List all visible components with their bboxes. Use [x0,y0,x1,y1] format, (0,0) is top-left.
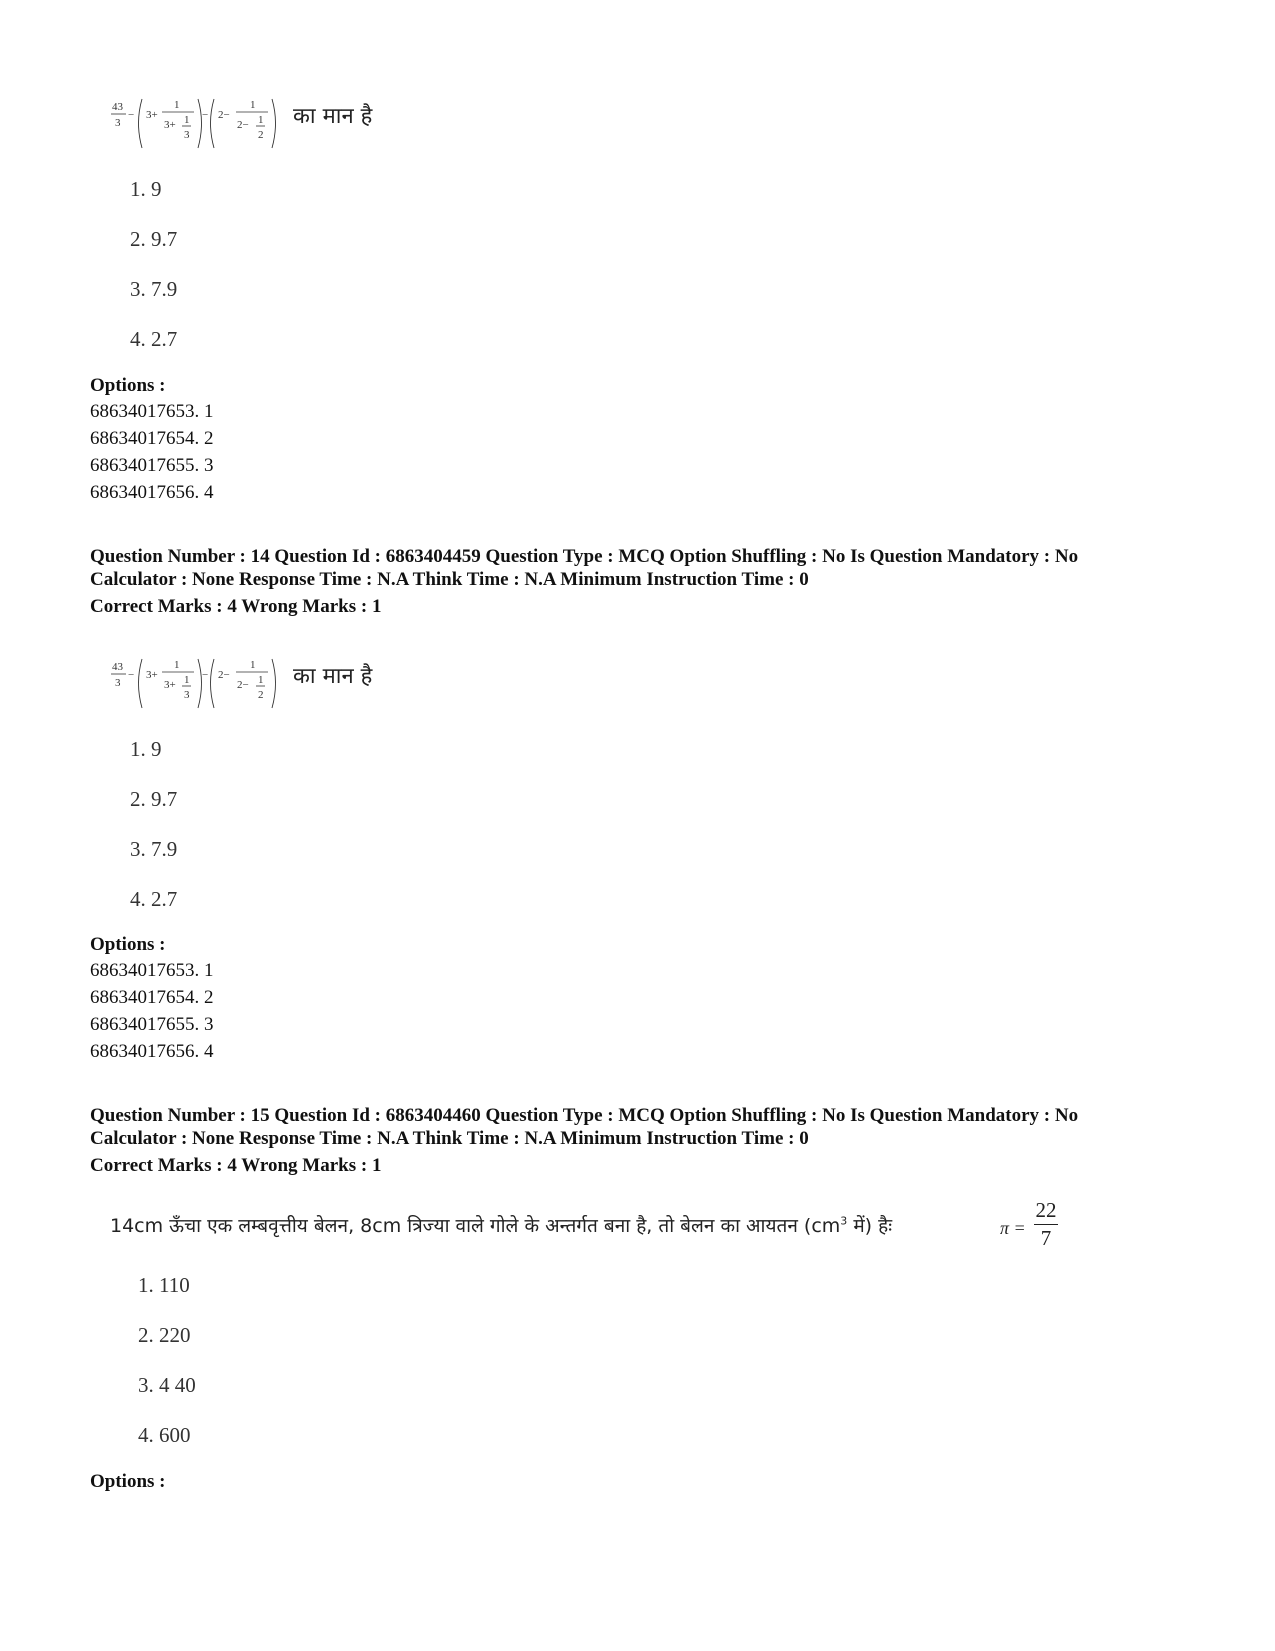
math-expression [110,656,290,714]
math-expression [110,96,290,154]
expr-den: 3 [115,677,121,689]
choice-4: 4. 600 [138,1423,191,1447]
option-id-3: 68634017655. 3 [90,1014,214,1035]
expr-third-num: 1 [184,674,190,686]
expr-one-2: 1 [250,659,256,671]
expr-three-plus: 3+ [164,679,176,691]
expr-minus: − [128,669,135,681]
expr-two-minus: 2− [237,679,249,691]
option-id-4: 68634017656. 4 [90,482,214,503]
expr-one: 1 [174,659,180,671]
option-id-4: 68634017656. 4 [90,1041,214,1062]
question-meta-line1: Question Number : 15 Question Id : 6863404460 Question Type : MCQ Option Shuffling : No Is Question Mandatory : No [90,1105,1079,1126]
question-suffix: का मान है [293,664,373,689]
expr-half-den: 2 [258,689,264,701]
option-id-1: 68634017653. 1 [90,401,214,422]
question-text-tail: में) हैः [847,1215,893,1237]
question-marks: Correct Marks : 4 Wrong Marks : 1 [90,1155,382,1176]
question-text-main: 14cm ऊँचा एक लम्बवृत्तीय बेलन, 8cm त्रिज्या वाले गोले के अन्तर्गत बना है, तो बेलन का आयतन (cm [110,1215,841,1237]
expr-num: 43 [112,661,123,673]
expr-third-num: 1 [184,114,190,126]
question-superscript: 3 [840,1214,848,1228]
choice-1: 1. 9 [130,737,162,761]
option-id-2: 68634017654. 2 [90,987,214,1008]
option-id-1: 68634017653. 1 [90,960,214,981]
options-heading: Options : [90,934,166,955]
option-id-2: 68634017654. 2 [90,428,214,449]
options-heading: Options : [90,1471,166,1492]
expr-three: 3+ [146,669,158,681]
expr-two-minus: 2− [237,119,249,131]
choice-1: 1. 110 [138,1273,190,1297]
expr-half-num: 1 [258,674,264,686]
choice-2: 2. 9.7 [130,227,178,251]
choice-4: 4. 2.7 [130,887,178,911]
expr-one-2: 1 [250,99,256,111]
expr-num: 43 [112,101,123,113]
expr-minus-2: − [202,669,209,681]
pi-numerator: 22 [1035,1198,1057,1222]
expr-three-plus: 3+ [164,119,176,131]
expr-two: 2− [218,109,230,121]
choice-4: 4. 2.7 [130,327,178,351]
expr-minus: − [128,109,135,121]
pi-denominator: 7 [1040,1226,1052,1250]
choice-3: 3. 7.9 [130,837,178,861]
expr-third-den: 3 [184,129,190,141]
choice-1: 1. 9 [130,177,162,201]
expr-minus-2: − [202,109,209,121]
question-suffix: का मान है [293,104,373,129]
expr-three: 3+ [146,109,158,121]
question-marks: Correct Marks : 4 Wrong Marks : 1 [90,596,382,617]
question-meta-line2: Calculator : None Response Time : N.A Think Time : N.A Minimum Instruction Time : 0 [90,569,809,590]
choice-3: 3. 4 40 [138,1373,196,1397]
expr-half-den: 2 [258,129,264,141]
options-heading: Options : [90,375,166,396]
question-meta-line2: Calculator : None Response Time : N.A Think Time : N.A Minimum Instruction Time : 0 [90,1128,809,1149]
pi-label: π = [1000,1218,1026,1238]
question-meta-line1: Question Number : 14 Question Id : 6863404459 Question Type : MCQ Option Shuffling : No Is Question Mandatory : No [90,546,1079,567]
expr-half-num: 1 [258,114,264,126]
expr-two: 2− [218,669,230,681]
question-text [110,1212,892,1238]
choice-3: 3. 7.9 [130,277,178,301]
option-id-3: 68634017655. 3 [90,455,214,476]
expr-den: 3 [115,117,121,129]
choice-2: 2. 220 [138,1323,191,1347]
expr-third-den: 3 [184,689,190,701]
choice-2: 2. 9.7 [130,787,178,811]
expr-one: 1 [174,99,180,111]
